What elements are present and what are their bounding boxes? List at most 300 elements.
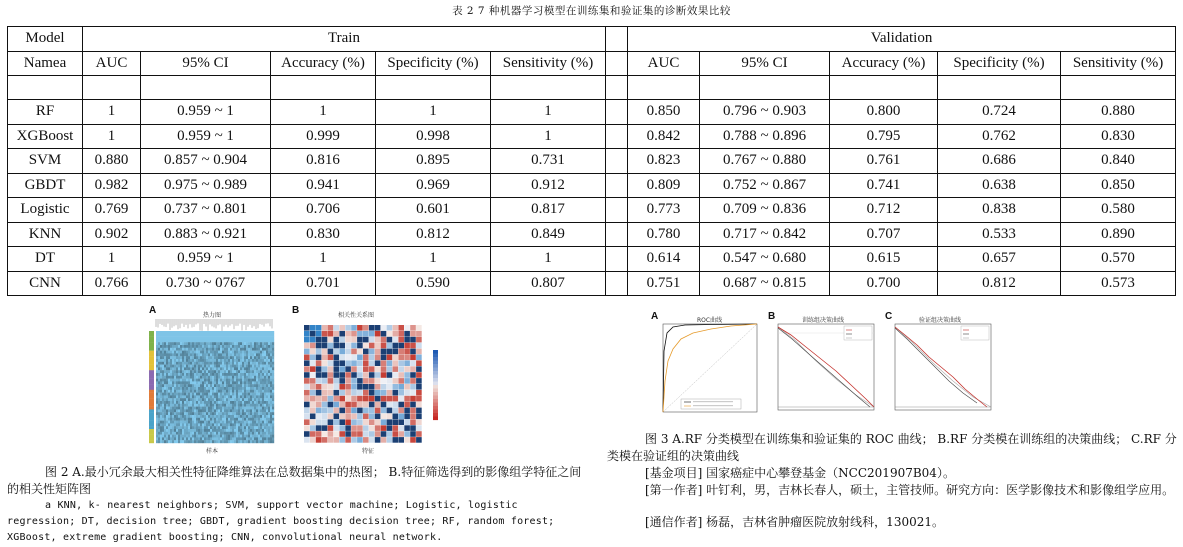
heatmap-cell <box>222 381 224 384</box>
heatmap-cell <box>216 370 218 373</box>
heatmap-cell <box>236 351 238 354</box>
heatmap-cell <box>224 384 226 387</box>
heatmap-cell <box>222 423 224 426</box>
heatmap-cell <box>184 387 186 390</box>
heatmap-cell <box>158 409 160 412</box>
heatmap-cell <box>252 348 254 351</box>
heatmap-cell <box>182 407 184 410</box>
heatmap-cell <box>182 367 184 370</box>
heatmap-cell <box>156 365 158 368</box>
heatmap-cell <box>232 387 234 390</box>
heatmap-cell <box>190 345 192 348</box>
column-gap <box>606 149 628 174</box>
heatmap-cell <box>230 381 232 384</box>
heatmap-cell <box>180 412 182 415</box>
heatmap-cell <box>248 339 250 342</box>
train-value-cell: 0.816 <box>271 149 376 174</box>
heatmap-cell <box>208 351 210 354</box>
heatmap-cell <box>170 432 172 435</box>
heatmap-cell <box>192 429 194 432</box>
heatmap-cell <box>206 393 208 396</box>
heatmap-cell <box>262 334 264 337</box>
heatmap-cell <box>218 426 220 429</box>
heatmap-cell <box>202 390 204 393</box>
train-value-cell: 0.969 <box>376 173 491 198</box>
heatmap-cell <box>158 339 160 342</box>
heatmap-cell <box>224 426 226 429</box>
color-scale-step <box>433 371 438 375</box>
correlation-cell <box>316 390 322 396</box>
color-scale-step <box>433 396 438 400</box>
heatmap-cell <box>158 362 160 365</box>
heatmap-cell <box>202 365 204 368</box>
heatmap-cell <box>208 393 210 396</box>
correlation-cell <box>363 390 369 396</box>
heatmap-cell <box>172 421 174 424</box>
heatmap-cell <box>258 373 260 376</box>
heatmap-cell <box>236 367 238 370</box>
heatmap-cell <box>226 418 228 421</box>
heatmap-cell <box>224 407 226 410</box>
heatmap-cell <box>178 440 180 443</box>
heatmap-cell <box>246 348 248 351</box>
correlation-cell <box>375 349 381 355</box>
heatmap-cell <box>234 412 236 415</box>
heatmap-cell <box>166 334 168 337</box>
heatmap-cell <box>164 362 166 365</box>
correlation-cell <box>387 349 393 355</box>
heatmap-cell <box>228 387 230 390</box>
heatmap-cell <box>250 387 252 390</box>
heatmap-cell <box>254 415 256 418</box>
heatmap-cell <box>178 373 180 376</box>
heatmap-cell <box>238 412 240 415</box>
correlation-cell <box>322 437 328 443</box>
heatmap-cell <box>238 407 240 410</box>
heatmap-cell <box>256 435 258 438</box>
heatmap-cell <box>156 409 158 412</box>
correlation-cell <box>404 402 410 408</box>
heatmap-cell <box>196 331 198 334</box>
heatmap-cell <box>268 379 270 382</box>
correlation-cell <box>416 343 422 349</box>
heatmap-cell <box>200 398 202 401</box>
heatmap-cell <box>190 423 192 426</box>
heatmap-cell <box>190 367 192 370</box>
heatmap-cell <box>254 407 256 410</box>
validation-value-cell: 0.850 <box>628 100 700 125</box>
heatmap-cell <box>234 429 236 432</box>
heatmap-cell <box>160 345 162 348</box>
correlation-cell <box>381 366 387 372</box>
heatmap-cell <box>162 432 164 435</box>
heatmap-cell <box>172 423 174 426</box>
heatmap-cell <box>210 412 212 415</box>
heatmap-cell <box>204 381 206 384</box>
correlation-cell <box>339 360 345 366</box>
heatmap-cell <box>240 435 242 438</box>
heatmap-cell <box>246 409 248 412</box>
heatmap-cell <box>254 359 256 362</box>
heatmap-cell <box>158 407 160 410</box>
heatmap-cell <box>260 339 262 342</box>
heatmap-cell <box>186 418 188 421</box>
heatmap-cell <box>260 367 262 370</box>
heatmap-cell <box>244 348 246 351</box>
heatmap-cell <box>270 415 272 418</box>
heatmap-cell <box>262 387 264 390</box>
correlation-cell <box>410 414 416 420</box>
heatmap-cell <box>228 342 230 345</box>
heatmap-cell <box>158 421 160 424</box>
heatmap-cell <box>200 395 202 398</box>
heatmap-cell <box>222 342 224 345</box>
heatmap-cell <box>258 440 260 443</box>
heatmap-cell <box>208 334 210 337</box>
heatmap-cell <box>190 379 192 382</box>
heatmap-cell <box>214 379 216 382</box>
correlation-cell <box>398 396 404 402</box>
heatmap-cell <box>170 359 172 362</box>
heatmap-cell <box>164 404 166 407</box>
heatmap-cell <box>232 370 234 373</box>
heatmap-cell <box>234 342 236 345</box>
heatmap-cell <box>232 334 234 337</box>
heatmap-cell <box>222 432 224 435</box>
panel-b-letter: B <box>292 305 300 316</box>
heatmap-cell <box>198 421 200 424</box>
heatmap-cell <box>254 393 256 396</box>
heatmap-cell <box>258 362 260 365</box>
heatmap-cell <box>200 359 202 362</box>
heatmap-cell <box>236 398 238 401</box>
heatmap-cell <box>160 339 162 342</box>
correlation-cell <box>398 337 404 343</box>
heatmap-cell <box>250 353 252 356</box>
heatmap-cell <box>212 331 214 334</box>
heatmap-cell <box>256 415 258 418</box>
heatmap-cell <box>168 356 170 359</box>
heatmap-cell <box>180 395 182 398</box>
heatmap-cell <box>188 381 190 384</box>
heatmap-cell <box>258 398 260 401</box>
heatmap-cell <box>182 376 184 379</box>
heatmap-cell <box>188 365 190 368</box>
heatmap-cell <box>272 356 274 359</box>
heatmap-cell <box>258 421 260 424</box>
correlation-cell <box>316 396 322 402</box>
correlation-cell <box>410 355 416 361</box>
heatmap-cell <box>238 379 240 382</box>
correlation-cell <box>316 349 322 355</box>
heatmap-cell <box>236 387 238 390</box>
heatmap-cell <box>202 401 204 404</box>
heatmap-cell <box>266 435 268 438</box>
heatmap-cell <box>196 429 198 432</box>
heatmap-cell <box>218 398 220 401</box>
heatmap-cell <box>262 331 264 334</box>
correlation-cell <box>310 355 316 361</box>
heatmap-cell <box>240 407 242 410</box>
heatmap-cell <box>228 373 230 376</box>
heatmap-cell <box>200 331 202 334</box>
heatmap-cell <box>176 384 178 387</box>
heatmap-cell <box>202 423 204 426</box>
heatmap-cell <box>244 337 246 340</box>
heatmap-cell <box>166 351 168 354</box>
heatmap-cell <box>200 404 202 407</box>
heatmap-cell <box>226 390 228 393</box>
heatmap-cell <box>268 423 270 426</box>
heatmap-cell <box>168 440 170 443</box>
heatmap-cell <box>200 435 202 438</box>
heatmap-cell <box>246 387 248 390</box>
heatmap-cell <box>272 390 274 393</box>
heatmap-cell <box>186 342 188 345</box>
heatmap-cell <box>184 423 186 426</box>
heatmap-cell <box>260 393 262 396</box>
heatmap-cell <box>216 345 218 348</box>
train-value-cell: 1 <box>491 100 606 125</box>
heatmap-cell <box>196 376 198 379</box>
heatmap-cell <box>222 407 224 410</box>
heatmap-cell <box>198 351 200 354</box>
heatmap-cell <box>242 407 244 410</box>
heatmap-cell <box>252 409 254 412</box>
heatmap-cell <box>256 437 258 440</box>
heatmap-cell <box>262 342 264 345</box>
heatmap-cell <box>156 334 158 337</box>
heatmap-cell <box>214 373 216 376</box>
correlation-cell <box>375 419 381 425</box>
heatmap-cell <box>272 387 274 390</box>
heatmap-cell <box>192 393 194 396</box>
heatmap-cell <box>208 435 210 438</box>
correlation-cell <box>375 425 381 431</box>
heatmap-cell <box>186 351 188 354</box>
heatmap-cell <box>168 370 170 373</box>
heatmap-cell <box>244 409 246 412</box>
heatmap-cell <box>170 342 172 345</box>
heatmap-cell <box>264 421 266 424</box>
correlation-cell <box>328 425 334 431</box>
blank-cell <box>141 76 271 100</box>
heatmap-cell <box>252 440 254 443</box>
heatmap-cell <box>158 423 160 426</box>
heatmap-cell <box>172 331 174 334</box>
heatmap-cell <box>166 381 168 384</box>
heatmap-cell <box>172 429 174 432</box>
heatmap-cell <box>218 376 220 379</box>
correlation-cell <box>345 396 351 402</box>
heatmap-cell <box>200 390 202 393</box>
heatmap-cell <box>270 404 272 407</box>
heatmap-cell <box>158 367 160 370</box>
heatmap-cell <box>244 398 246 401</box>
heatmap-cell <box>158 351 160 354</box>
heatmap-cell <box>188 370 190 373</box>
correlation-cell <box>345 378 351 384</box>
heatmap-cell <box>232 365 234 368</box>
heatmap-cell <box>160 421 162 424</box>
heatmap-cell <box>204 345 206 348</box>
correlation-cell <box>357 384 363 390</box>
heatmap-cell <box>166 367 168 370</box>
heatmap-cell <box>184 437 186 440</box>
heatmap-cell <box>268 437 270 440</box>
heatmap-cell <box>156 401 158 404</box>
heatmap-cell <box>186 384 188 387</box>
color-scale-step <box>433 350 438 354</box>
heatmap-cell <box>198 331 200 334</box>
heatmap-cell <box>206 359 208 362</box>
heatmap-cell <box>262 409 264 412</box>
heatmap-cell <box>188 331 190 334</box>
correlation-cell <box>351 408 357 414</box>
heatmap-cell <box>158 437 160 440</box>
heatmap-cell <box>260 398 262 401</box>
column-gap <box>606 198 628 223</box>
heatmap-cell <box>240 334 242 337</box>
heatmap-cell <box>246 359 248 362</box>
heatmap-cell <box>162 373 164 376</box>
heatmap-cell <box>192 359 194 362</box>
heatmap-cell <box>178 351 180 354</box>
heatmap-cell <box>244 404 246 407</box>
heatmap-cell <box>216 390 218 393</box>
heatmap-cell <box>238 401 240 404</box>
heatmap-cell <box>196 345 198 348</box>
heatmap-cell <box>250 401 252 404</box>
heatmap-cell <box>190 373 192 376</box>
heatmap-cell <box>164 409 166 412</box>
heatmap-cell <box>194 423 196 426</box>
heatmap-cell <box>222 334 224 337</box>
heatmap-cell <box>254 440 256 443</box>
heatmap-cell <box>250 381 252 384</box>
correlation-cell <box>328 372 334 378</box>
heatmap-cell <box>218 359 220 362</box>
heatmap-cell <box>232 359 234 362</box>
heatmap-cell <box>164 367 166 370</box>
heatmap-cell <box>194 351 196 354</box>
heatmap-cell <box>182 359 184 362</box>
heatmap-cell <box>200 353 202 356</box>
correlation-cell <box>322 337 328 343</box>
fig3-panel-b-letter: B <box>768 311 776 322</box>
heatmap-cell <box>160 365 162 368</box>
heatmap-cell <box>184 412 186 415</box>
heatmap-cell <box>222 373 224 376</box>
validation-value-cell: 0.752 ~ 0.867 <box>700 173 830 198</box>
heatmap-cell <box>196 407 198 410</box>
validation-value-cell: 0.547 ~ 0.680 <box>700 247 830 272</box>
heatmap-cell <box>214 384 216 387</box>
heatmap-cell <box>250 331 252 334</box>
heatmap-cell <box>200 376 202 379</box>
color-scale-step <box>433 357 438 361</box>
heatmap-cell <box>176 401 178 404</box>
correlation-cell <box>375 437 381 443</box>
heatmap-cell <box>176 407 178 410</box>
heatmap-cell <box>216 440 218 443</box>
heatmap-cell <box>164 379 166 382</box>
heatmap-cell <box>182 365 184 368</box>
heatmap-cell <box>262 362 264 365</box>
heatmap-cell <box>216 334 218 337</box>
heatmap-cell <box>218 409 220 412</box>
heatmap-cell <box>172 401 174 404</box>
heatmap-cell <box>236 440 238 443</box>
heatmap-cell <box>184 379 186 382</box>
heatmap-cell <box>182 437 184 440</box>
heatmap-cell <box>194 345 196 348</box>
heatmap-cell <box>234 384 236 387</box>
heatmap-cell <box>196 440 198 443</box>
heatmap-cell <box>192 367 194 370</box>
heatmap-cell <box>208 345 210 348</box>
heatmap-cell <box>164 440 166 443</box>
heatmap-cell <box>188 401 190 404</box>
correlation-cell <box>304 337 310 343</box>
heatmap-cell <box>232 398 234 401</box>
heatmap-cell <box>220 437 222 440</box>
heatmap-cell <box>174 390 176 393</box>
heatmap-cell <box>170 381 172 384</box>
heatmap-cell <box>164 421 166 424</box>
heatmap-cell <box>198 404 200 407</box>
heatmap-cell <box>236 418 238 421</box>
heatmap-cell <box>270 342 272 345</box>
heatmap-cell <box>186 334 188 337</box>
heatmap-cell <box>272 401 274 404</box>
correlation-cell <box>410 384 416 390</box>
heatmap-cell <box>168 423 170 426</box>
correlation-cell <box>357 425 363 431</box>
correlation-cell <box>369 408 375 414</box>
heatmap-cell <box>226 440 228 443</box>
heatmap-cell <box>226 423 228 426</box>
correlation-cell <box>404 437 410 443</box>
heatmap-cell <box>156 359 158 362</box>
heatmap-cell <box>160 426 162 429</box>
heatmap-cell <box>218 421 220 424</box>
heatmap-cell <box>250 412 252 415</box>
heatmap-cell <box>156 404 158 407</box>
correlation-cell <box>416 384 422 390</box>
heatmap-cell <box>172 426 174 429</box>
correlation-cell <box>334 431 340 437</box>
heatmap-cell <box>176 339 178 342</box>
heatmap-cell <box>244 432 246 435</box>
heatmap-cell <box>212 348 214 351</box>
heatmap-cell <box>174 398 176 401</box>
heatmap-cell <box>270 390 272 393</box>
heatmap-cell <box>224 421 226 424</box>
heatmap-cell <box>218 387 220 390</box>
heatmap-cell <box>168 409 170 412</box>
heatmap-cell <box>168 393 170 396</box>
heatmap-cell <box>270 437 272 440</box>
heatmap-cell <box>206 440 208 443</box>
heatmap-cell <box>182 395 184 398</box>
heatmap-cell <box>242 415 244 418</box>
heatmap-cell <box>268 418 270 421</box>
heatmap-cell <box>272 429 274 432</box>
heatmap-cell <box>160 390 162 393</box>
heatmap-cell <box>218 384 220 387</box>
heatmap-cell <box>194 367 196 370</box>
